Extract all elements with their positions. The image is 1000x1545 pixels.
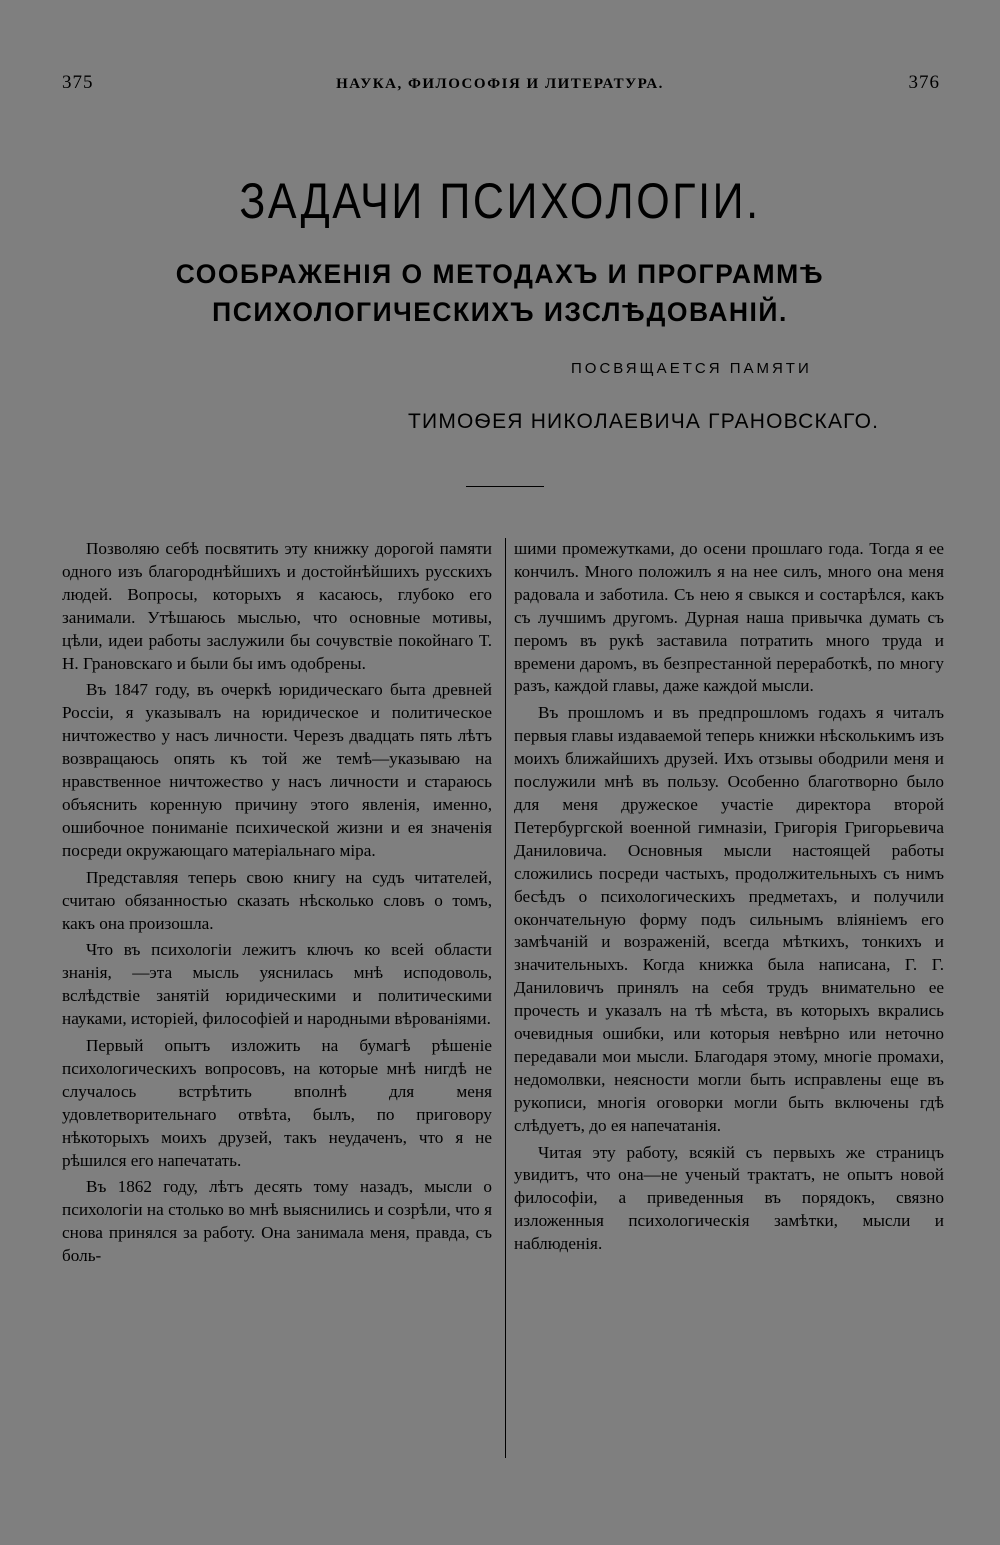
paragraph: Первый опытъ изложить на бумагѣ рѣшеніе психологическихъ вопросовъ, на которые мнѣ нигдѣ не случалось встрѣтить вполнѣ для меня удовлетворительнаго отвѣта, былъ, по приговору нѣкоторыхъ моихъ друзей, такъ неудаченъ, что я не рѣшился его напечатать. [62,1036,492,1170]
paragraph-continued: шими промежутками, до осени прошлаго года. Тогда я ее кончилъ. Много положилъ я на нее силъ, много она меня радовала и заботила. Съ нею я свыкся и состарѣлся, какъ съ лучшимъ другомъ. Дурная наша привычка думать съ перомъ въ рукѣ заставила потратить много труда и времени даромъ, въ безпрестанной переработкѣ, по многу разъ, каждой главы, даже каждой мысли. [514,539,944,696]
running-head: НАУКА, ФИЛОСОФІЯ И ЛИТЕРАТУРА. [336,76,664,92]
article-subtitle: СООБРАЖЕНІЯ О МЕТОДАХЪ И ПРОГРАММѢ ПСИХОЛОГИЧЕСКИХЪ ИЗСЛѢДОВАНІЙ. [175,259,825,327]
paragraph: Что въ психологіи лежитъ ключъ ко всей области знанія, —эта мысль уяснилась мнѣ исподоволь, вслѣдствіе занятій юридическими и политическими науками, исторіей, философіей и народными вѣрованіями. [62,940,492,1029]
paragraph: Въ прошломъ и въ предпрошломъ годахъ я читалъ первыя главы издаваемой теперь книжки нѣсколькимъ изъ моихъ ближайшихъ друзей. Ихъ отзывы ободрили меня и послужили мнѣ въ пользу. Особенно благотворно было для меня дружеское участіе директора второй Петербургской военной гимназіи, Григорія Григорьевича Даниловича. Основныя мысли настоящей работы сложились посреди частыхъ, продолжительныхъ съ нимъ бесѣдъ о психологическихъ предметахъ, и получили окончательную форму подъ сильнымъ вліяніемъ его замѣчаній и возраженій, всегда мѣткихъ, тонкихъ и значительныхъ. Когда книжка была написана, Г. Г. Даниловичъ принялъ на себя трудъ внимательно ее прочесть и указалъ на тѣ мѣста, въ которыхъ вкрались очевидныя ошибки, или которыя невѣрно или неточно передавали мои мысли. Благодаря этому, многіе промахи, недомолвки, неясности могли быть исправлены еще въ рукописи, многія оговорки могли быть включены гдѣ слѣдуетъ, до ея напечатанія. [514,703,944,1135]
left-column [62,538,492,1272]
page-number-left: 375 [62,72,94,93]
dedication-name: ТИМОѲЕЯ НИКОЛАЕВИЧА ГРАНОВСКАГО. [408,410,880,433]
dedication-line: ПОСВЯЩАЕТСЯ ПАМЯТИ [571,360,812,377]
section-divider [466,486,544,487]
paragraph: Представляя теперь свою книгу на судъ читателей, считаю обязанностью сказать нѣсколько словъ о томъ, какъ она произошла. [62,867,492,933]
paragraph: Читая эту работу, всякій съ первыхъ же страницъ увидитъ, что она—не ученый трактатъ, не опытъ новой философіи, а приведенныя въ порядокъ, связно изложенныя психологическія замѣтки, мысли и наблюденія. [514,1142,944,1254]
paragraph: Въ 1862 году, лѣтъ десять тому назадъ, мысли о психологіи на столько во мнѣ выяснились и созрѣли, что я снова принялся за работу. Она занимала меня, правда, съ боль- [62,1177,492,1266]
article-title: ЗАДАЧИ ПСИХОЛОГІИ. [239,173,761,229]
paragraph: Позволяю себѣ посвятить эту книжку дорогой памяти одного изъ благороднѣйшихъ и достойнѣйшихъ русскихъ людей. Вопросы, которыхъ я касаюсь, глубоко его занимали. Утѣшаюсь мыслью, что основные мотивы, цѣли, идеи работы заслужили бы сочувствіе покойнаго Т. Н. Грановскаго и были бы имъ одобрены. [62,539,492,673]
column-rule [505,538,506,1458]
right-column [514,538,944,1260]
paragraph: Въ 1847 году, въ очеркѣ юридическаго быта древней Россіи, я указывалъ на юридическое и политическое ничтожество у насъ личности. Черезъ двадцать пять лѣтъ возвращаюсь опять къ той же темѣ—указываю на нравственное ничтожество у насъ личности и стараюсь объяснить коренную причину этого явленія, именно, ошибочное пониманіе психической жизни и ея значенія посреди окружающаго матеріальнаго міра. [62,680,492,860]
page-number-right: 376 [908,72,940,93]
